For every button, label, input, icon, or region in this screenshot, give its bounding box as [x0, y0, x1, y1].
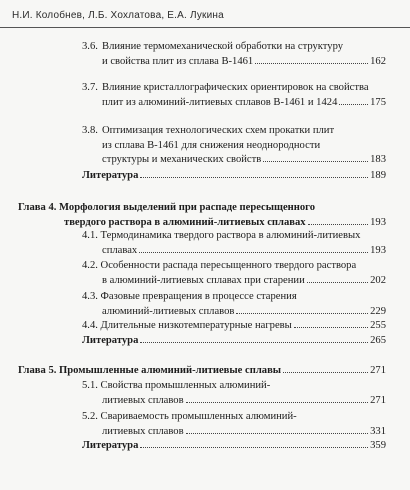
- toc-entry-3-7: [82, 81, 386, 113]
- section-title-line: 4.3. Фазовые превращения в процессе старения: [82, 291, 297, 302]
- chapter-title-line: твердого раствора в алюминий-литиевых сплавах: [64, 216, 306, 228]
- literature-title: Литература: [82, 335, 139, 346]
- section-title-last: [102, 96, 386, 111]
- section-number: 3.6.: [82, 41, 98, 52]
- leader-dots: [139, 252, 368, 253]
- page-number: 202: [370, 274, 386, 286]
- toc-entry-4-4: [82, 319, 386, 335]
- toc-entry-3-8: [82, 124, 386, 170]
- page-number: 331: [370, 425, 386, 437]
- section-title-line: 4.1. Термодинамика твердого раствора в алюминий-литиевых: [82, 230, 361, 241]
- leader-dots: [236, 313, 368, 314]
- leader-dots: [140, 177, 368, 178]
- section-title-line: литиевых сплавов: [102, 425, 184, 437]
- toc-entry-ch5-literature: [82, 439, 386, 455]
- leader-dots: [283, 372, 368, 373]
- toc-entry-4-2: [82, 259, 386, 289]
- toc-chapter-4: [18, 201, 386, 231]
- toc-entry-5-1: [82, 379, 386, 409]
- toc-entry-ch4-literature: [82, 334, 386, 350]
- section-title-line: 4.4. Длительные низкотемпературные нагревы: [82, 320, 292, 331]
- section-title-line: плит из алюминий-литиевых сплавов В-1461 и 1424: [102, 96, 338, 108]
- toc-entry-ch3-literature: [82, 169, 386, 185]
- page-number: 193: [370, 244, 386, 256]
- page-number: 183: [370, 154, 386, 165]
- leader-dots: [140, 342, 368, 343]
- page-number: 189: [370, 170, 386, 181]
- page-number: 162: [370, 55, 386, 67]
- section-number: 3.8.: [82, 125, 98, 136]
- toc-chapter-5: [18, 364, 386, 380]
- section-title-line: литиевых сплавов: [102, 394, 184, 406]
- page-number: 193: [370, 216, 386, 228]
- section-title-line: алюминий-литиевых сплавов: [102, 305, 235, 317]
- leader-dots: [186, 433, 368, 434]
- chapter-title-line: Глава 4. Морфология выделений при распаде пересыщенного: [18, 202, 316, 213]
- page-number: 255: [370, 320, 386, 331]
- leader-dots: [307, 282, 368, 283]
- section-title-line: 5.2. Свариваемость промышленных алюминий-: [82, 411, 297, 422]
- page-number: 271: [370, 394, 386, 406]
- page-number: 265: [370, 335, 386, 346]
- leader-dots: [263, 161, 368, 162]
- section-title-line: Влияние термомеханической обработки на структуру: [102, 41, 344, 52]
- section-title-line: сплавах: [102, 244, 138, 256]
- literature-title: Литература: [82, 440, 139, 451]
- section-title-last: [102, 55, 386, 70]
- page-number: 229: [370, 305, 386, 317]
- section-title-line: в алюминий-литиевых сплавах при старении: [102, 274, 305, 286]
- section-title-line: 4.2. Особенности распада пересыщенного твердого раствора: [82, 260, 357, 271]
- section-title-line: Влияние кристаллографических ориентировок на свойства: [102, 82, 369, 93]
- section-number: 3.7.: [82, 82, 98, 93]
- literature-title: Литература: [82, 170, 139, 181]
- section-title-last: [102, 153, 386, 168]
- page-number: 175: [370, 96, 386, 108]
- page-number: 359: [370, 440, 386, 451]
- running-header: Н.И. Колобнев, Л.Б. Хохлатова, Е.А. Лукина: [12, 10, 224, 21]
- section-title-line: 5.1. Свойства промышленных алюминий-: [82, 380, 271, 391]
- leader-dots: [140, 447, 368, 448]
- toc-entry-3-6: [82, 40, 386, 84]
- leader-dots: [294, 327, 368, 328]
- section-title-line: структуры и механических свойств: [102, 154, 262, 165]
- page-number: 271: [370, 365, 386, 376]
- chapter-title-line: Глава 5. Промышленные алюминий-литиевые сплавы: [18, 365, 282, 376]
- section-title-line: Оптимизация технологических схем прокатки плит: [102, 125, 335, 136]
- leader-dots: [186, 402, 368, 403]
- leader-dots: [308, 224, 369, 225]
- section-title-line: и свойства плит из сплава В-1461: [102, 55, 254, 67]
- toc-entry-4-3: [82, 290, 386, 320]
- toc-entry-5-2: [82, 410, 386, 440]
- header-rule: [0, 27, 410, 28]
- leader-dots: [255, 63, 368, 64]
- toc-entry-4-1: [82, 229, 386, 259]
- leader-dots: [339, 104, 368, 105]
- section-title-line: из сплава В-1461 для снижения неоднородности: [102, 139, 321, 151]
